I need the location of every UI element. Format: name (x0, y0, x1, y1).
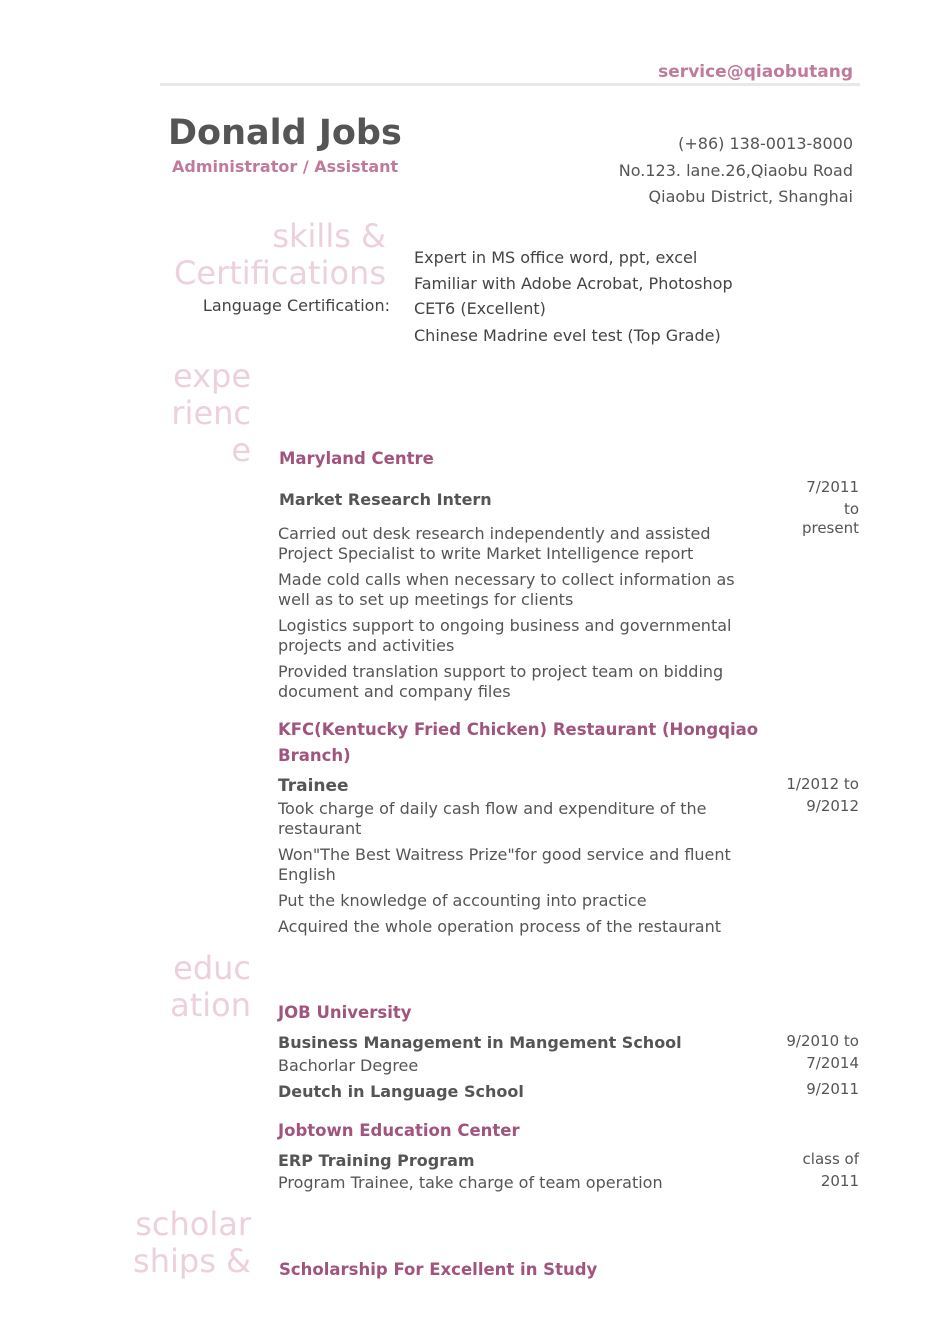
education-title-line: ation (170, 986, 251, 1024)
contact-address-line1: No.123. lane.26,Qiaobu Road (618, 160, 853, 180)
experience-bullet: Acquired the whole operation process of the restaurant (278, 917, 721, 936)
language-certification-label: Language Certification: (202, 296, 390, 315)
experience-section-title (171, 358, 251, 469)
contact-block (619, 131, 853, 211)
education-program: Business Management in Mangement School (278, 1033, 682, 1052)
education-program: Deutch in Language School (278, 1082, 524, 1101)
experience-bullet: Provided translation support to project team on bidding document and company files (278, 662, 724, 701)
candidate-role: Administrator / Assistant (172, 157, 399, 176)
education-degree: Bachorlar Degree (278, 1056, 419, 1075)
experience-dates (786, 774, 859, 817)
date-line: 9/2012 (806, 796, 859, 815)
experience-dates (802, 477, 859, 540)
skill-item: Familiar with Adobe Acrobat, Photoshop (414, 273, 733, 293)
education-title-line: educ (173, 949, 251, 987)
candidate-name: Donald Jobs (168, 113, 402, 153)
scholarships-title-line: ships & (133, 1242, 251, 1280)
education-date: 9/2011 (806, 1080, 859, 1098)
skill-item: CET6 (Excellent) (414, 299, 546, 318)
experience-bullet: Made cold calls when necessary to collect information as well as to set up meetings for clients (278, 570, 735, 609)
date-line: 7/2014 (806, 1053, 859, 1072)
skills-title-line1: skills & (272, 217, 386, 255)
education-dates (786, 1031, 859, 1074)
education-org: Jobtown Education Center (278, 1121, 520, 1140)
experience-bullet: Logistics support to ongoing business and governmental projects and activities (278, 616, 732, 655)
experience-bullet: Carried out desk research independently and assisted Project Specialist to write Market Intelligence report (278, 524, 711, 563)
header-divider (160, 83, 860, 86)
education-program: ERP Training Program (278, 1151, 475, 1170)
experience-position: Market Research Intern (279, 490, 492, 509)
skills-list (414, 245, 733, 349)
contact-phone: (+86) 138-0013-8000 (678, 134, 853, 153)
education-detail: Program Trainee, take charge of team operation (278, 1173, 663, 1192)
education-section-title (170, 950, 251, 1024)
experience-org: Maryland Centre (279, 449, 434, 468)
scholarships-section-title (133, 1206, 251, 1280)
skill-item: Chinese Madrine evel test (Top Grade) (414, 326, 721, 345)
date-line: 9/2010 to (786, 1032, 859, 1050)
header-email[interactable]: service@qiaobutang (658, 62, 853, 82)
date-line: class of (802, 1150, 859, 1168)
date-line: 2011 (820, 1171, 859, 1190)
skills-title-line2: Certifications (174, 254, 386, 292)
experience-bullet: Put the knowledge of accounting into practice (278, 891, 647, 910)
experience-bullet: Won"The Best Waitress Prize"for good service and fluent English (278, 845, 731, 884)
experience-org: KFC(Kentucky Fried Chicken) Restaurant (Hongqiao Branch) (278, 720, 759, 765)
experience-position: Trainee (278, 776, 349, 796)
experience-title-line: rienc (171, 394, 251, 432)
skills-section-title (174, 218, 386, 292)
contact-address-line2: Qiaobu District, Shanghai (648, 187, 853, 206)
scholarship-item: Scholarship For Excellent in Study (279, 1260, 598, 1279)
education-dates (803, 1149, 859, 1192)
experience-title-line: expe (172, 357, 251, 395)
date-line: to (843, 499, 859, 518)
date-line: 1/2012 to (786, 775, 859, 793)
skill-item: Expert in MS office word, ppt, excel (414, 248, 698, 267)
experience-bullet: Took charge of daily cash flow and expenditure of the restaurant (278, 799, 707, 838)
date-line: 7/2011 (806, 478, 859, 496)
experience-title-line: e (231, 431, 251, 469)
scholarships-title-line: scholar (135, 1205, 251, 1243)
education-org: JOB University (278, 1003, 412, 1022)
date-line: present (801, 519, 859, 537)
